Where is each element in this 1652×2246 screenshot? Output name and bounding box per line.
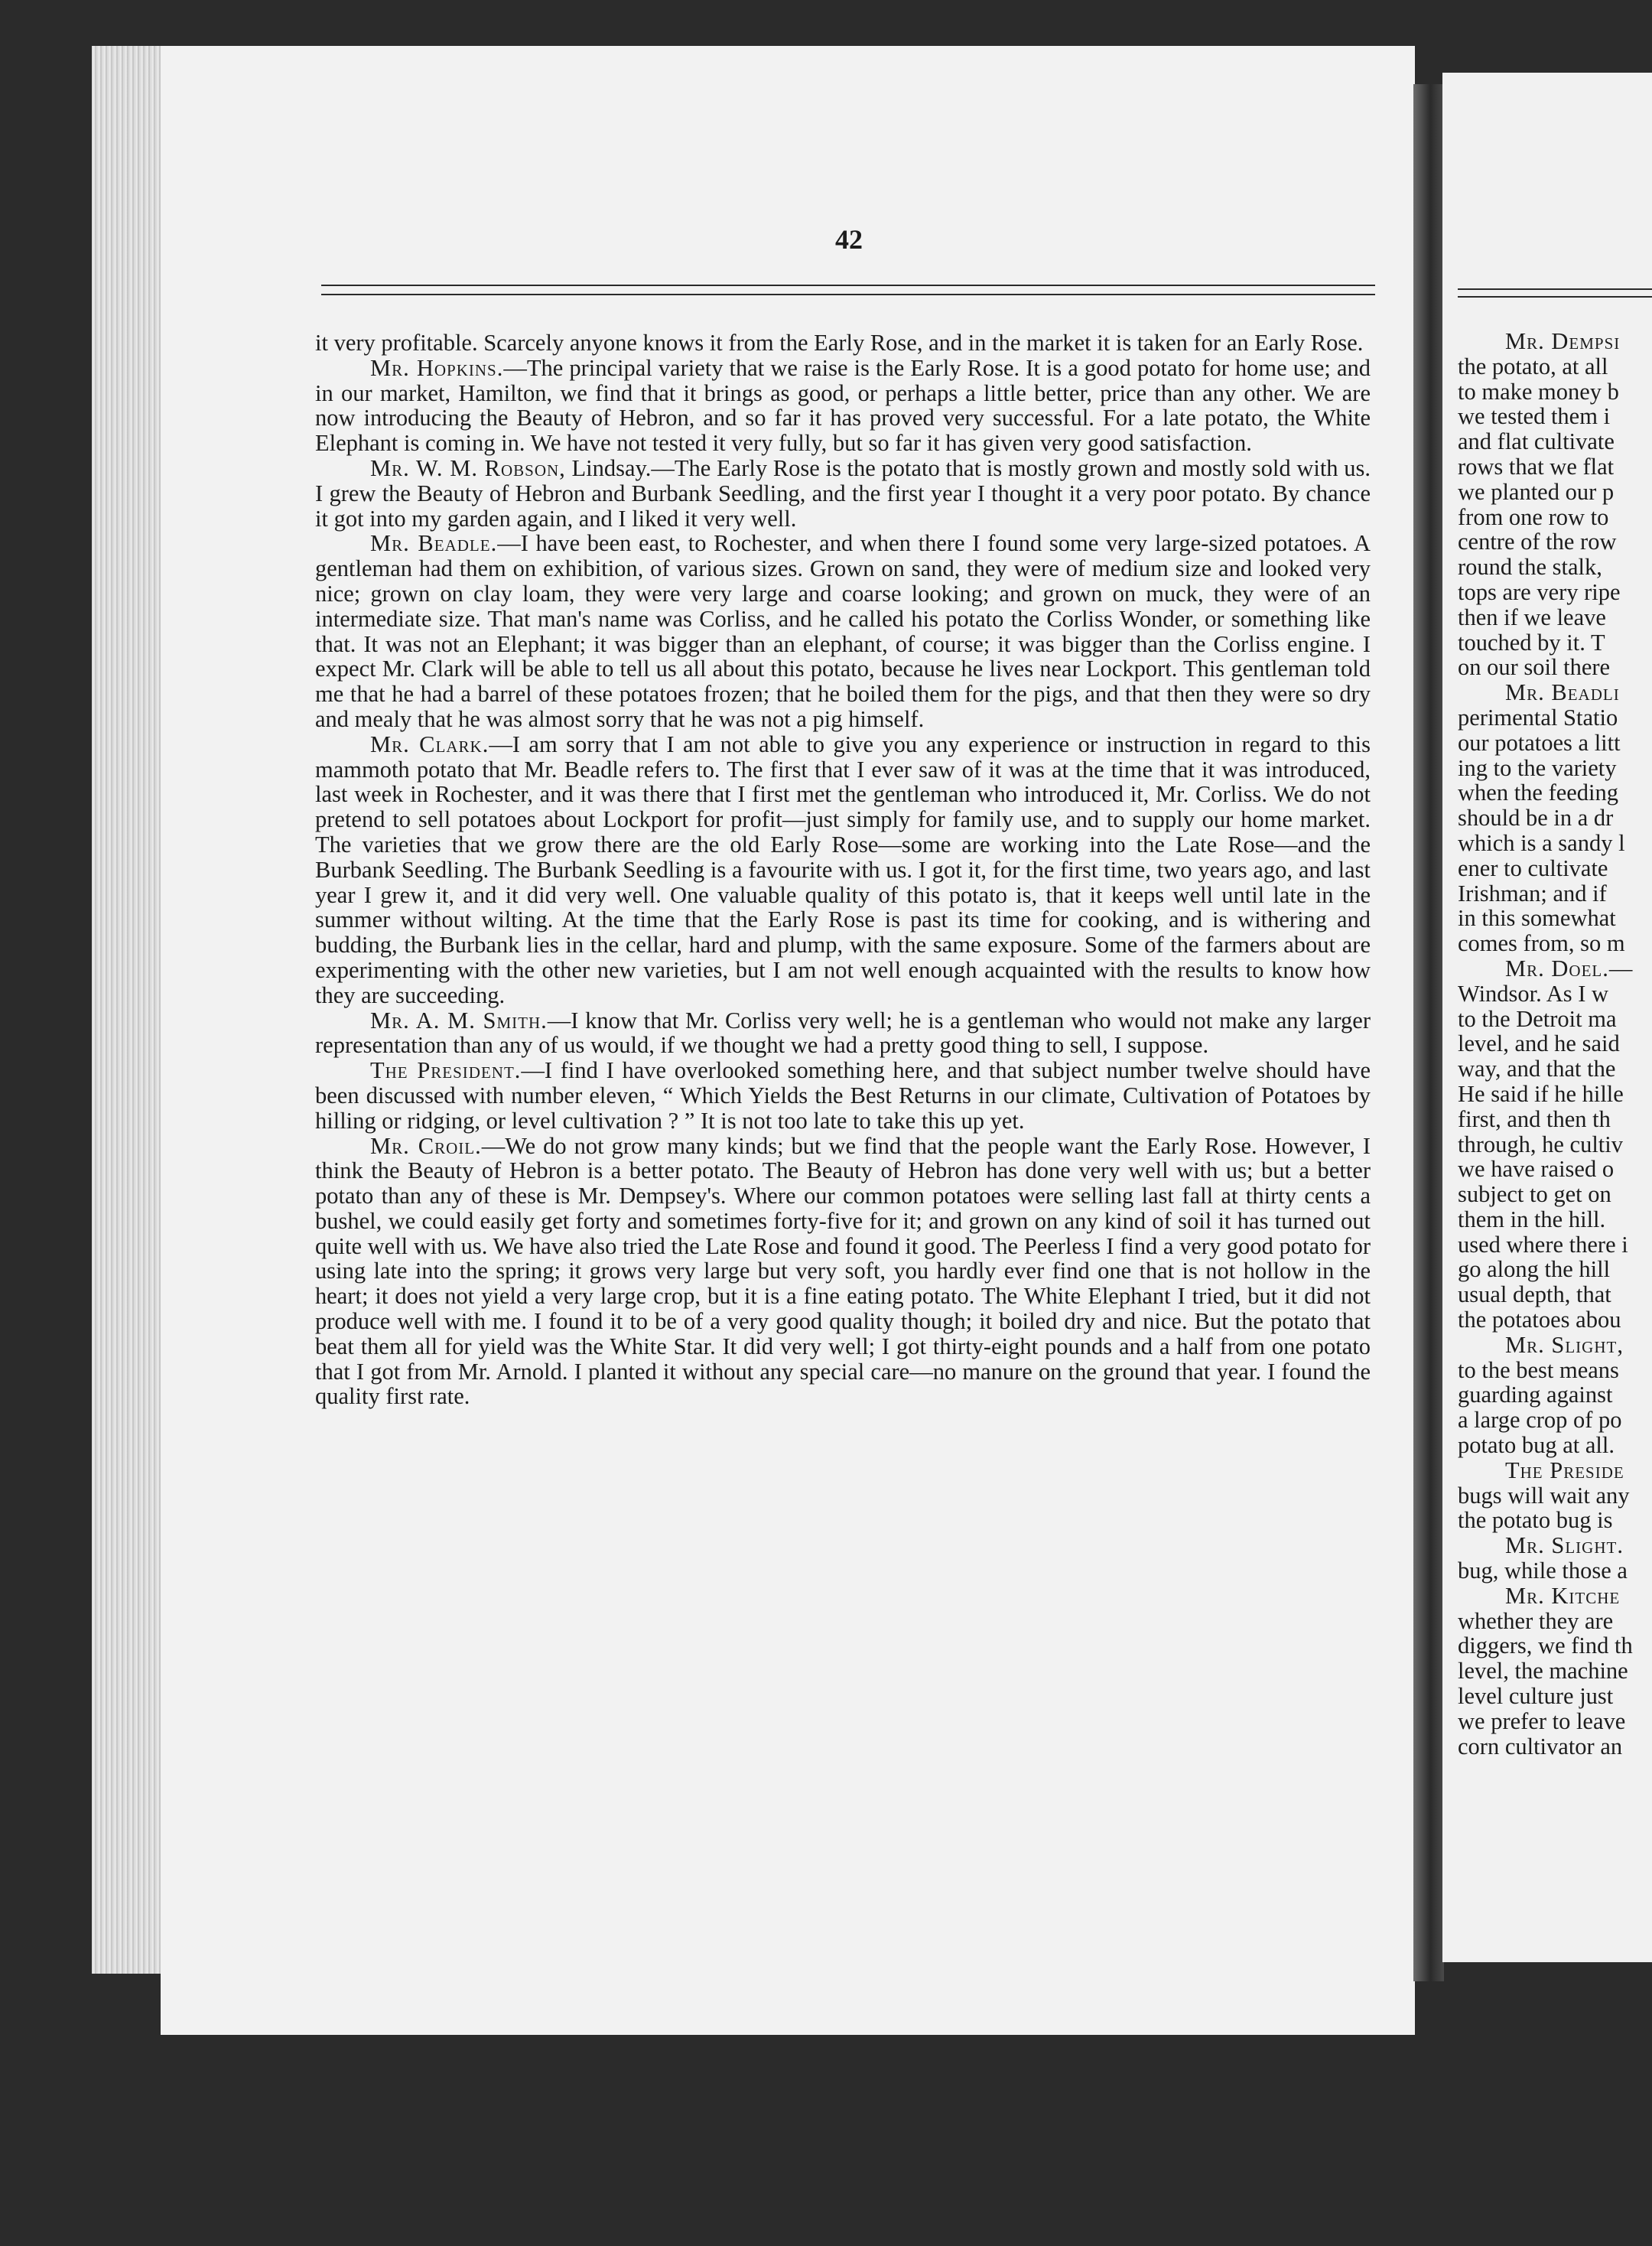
right-page-line: subject to get on: [1458, 1181, 1611, 1208]
right-page-line: corn cultivator an: [1458, 1733, 1623, 1759]
right-page-line: and flat cultivate: [1458, 428, 1615, 455]
right-page-line: to the best means: [1458, 1356, 1619, 1383]
right-page-line: tops are very ripe: [1458, 578, 1621, 605]
right-page-line: which is a sandy l: [1458, 829, 1625, 856]
right-page-line: Irishman; and if: [1458, 880, 1607, 907]
right-page-line: when the feeding: [1458, 780, 1619, 806]
right-page-line: Windsor. As I w: [1458, 980, 1609, 1007]
right-page-line: guarding against: [1458, 1382, 1613, 1408]
right-page-line: should be in a dr: [1458, 805, 1614, 832]
right-page-text: [1458, 329, 1652, 1759]
right-page-line: Mr. Slight.: [1505, 1532, 1624, 1559]
right-page-line: we have raised o: [1458, 1156, 1615, 1183]
right-header-rule: [1458, 288, 1652, 298]
page-number: 42: [835, 224, 863, 255]
right-page-line: Mr. Slight,: [1505, 1331, 1624, 1358]
right-page-line: bug, while those a: [1458, 1558, 1628, 1584]
right-page-line: perimental Statio: [1458, 704, 1618, 731]
speaker-name: Mr. Croil.: [370, 1132, 482, 1159]
right-page-line: through, he cultiv: [1458, 1131, 1624, 1157]
paragraph: The President.—I find I have overlooked something here, and that subject number twelve should have been discussed with number eleven, “ Which Yields the Best Returns in our climate, Cultivation of Potatoes by hilling or ridging, or level cultivation ? ” It is not too late to take this up yet.: [315, 1057, 1371, 1134]
right-page-line: way, and that the: [1458, 1056, 1616, 1082]
right-page-line: ing to the variety: [1458, 754, 1617, 781]
right-page-line: round the stalk,: [1458, 554, 1602, 581]
right-page-line: comes from, so m: [1458, 930, 1625, 957]
paragraph: Mr. A. M. Smith.—I know that Mr. Corliss very well; he is a gentleman who would not make any larger representation than any of us would, if we thought we had a pretty good thing to sell, I suppose.: [315, 1007, 1371, 1059]
right-page-line: centre of the row: [1458, 529, 1617, 555]
book-gutter: [1413, 84, 1444, 1981]
speaker-name: Mr. Clark.: [370, 731, 489, 757]
right-page-line: He said if he hille: [1458, 1080, 1624, 1107]
right-page-line: usual depth, that: [1458, 1281, 1611, 1308]
right-page-line: to make money b: [1458, 378, 1619, 405]
right-page-line: Mr. Dempsi: [1505, 328, 1621, 354]
speaker-name: Mr. Hopkins.: [370, 354, 504, 381]
paragraph: Mr. Clark.—I am sorry that I am not able to give you any experience or instruction in regard to this mammoth potato that Mr. Beadle refers to. The first that I ever saw of it was at the time that it was introduced, last week in Rochester, and it was there that I first met the gentleman who introduced it, Mr. Corliss. We do not pretend to sell potatoes about Lockport for profit—just simply for family use, and to supply our home market. The varieties that we grow there are the old Early Rose—some are working into the Late Rose—and the Burbank Seedling. The Burbank Seedling is a favourite with us. I got it, for the first time, two years ago, and last year I grew it, and it did very well. One valuable quality of this potato is, that it keeps well until late in the summer without wilting. At the time that the Early Rose is past its time for cooking, and is withering and budding, the Burbank lies in the cellar, hard and plump, with the same exposure. Some of the farmers about are experimenting with the other new varieties, but I am not well enough acquainted with the results to know how they are succeeding.: [315, 731, 1371, 1008]
right-page-line: a large crop of po: [1458, 1407, 1622, 1434]
speaker-name: Mr. A. M. Smith.: [370, 1007, 548, 1033]
paragraph: Mr. W. M. Robson, Lindsay.—The Early Rose is the potato that is mostly grown and mostly sold with us. I grew the Beauty of Hebron and Burbank Seedling, and the first year I thought it a very poor potato. By chance it got into my garden again, and I liked it very well.: [315, 454, 1371, 532]
right-page-line: we prefer to leave: [1458, 1707, 1626, 1734]
right-page-line: them in the hill.: [1458, 1206, 1606, 1232]
right-page-line: the potato bug is: [1458, 1507, 1613, 1534]
right-page-line: whether they are: [1458, 1607, 1614, 1634]
right-page-line: The Preside: [1505, 1457, 1624, 1483]
right-page-line: our potatoes a litt: [1458, 729, 1621, 756]
right-page-line: we planted our p: [1458, 478, 1615, 505]
right-page-line: used where there i: [1458, 1231, 1628, 1258]
paragraph: Mr. Hopkins.—The principal variety that we raise is the Early Rose. It is a good potato for home use; and in our market, Hamilton, we find that it brings as good, or perhaps a little better, price than any other. We are now introducing the Beauty of Hebron, and so far it has proved very successful. For a late potato, the White Elephant is coming in. We have not tested it very fully, but so far it has given very good satisfaction.: [315, 354, 1371, 457]
right-page-line: the potato, at all: [1458, 353, 1608, 379]
header-double-rule: [321, 285, 1375, 295]
right-page-fragment: [1442, 73, 1652, 1962]
right-page-line: in this somewhat: [1458, 905, 1616, 932]
paragraph: it very profitable. Scarcely anyone knows it from the Early Rose, and in the market it is taken for an Early Rose.: [315, 330, 1364, 356]
paragraph: Mr. Beadle.—I have been east, to Rochester, and when there I found some very large-sized potatoes. A gentleman had them on exhibition, of various sizes. Grown on sand, they were of medium size and looked very nice; grown on clay loam, they were very large and coarse looking; and grown on muck, they were of an intermediate size. That man's name was Corliss, and he called his potato the Corliss Wonder, or something like that. It was not an Elephant; it was bigger than an elephant, of course; it was bigger than the Corliss engine. I expect Mr. Clark will be able to tell us all about this potato, because he lives near Lockport. This gentleman told me that he had a barrel of these potatoes frozen; that he boiled them for the pigs, and that then they were so dry and mealy that he was almost sorry that he was not a pig himself.: [315, 530, 1371, 732]
right-page-line: go along the hill: [1458, 1256, 1611, 1283]
right-page-line: level, the machine: [1458, 1658, 1628, 1685]
right-page-line: we tested them i: [1458, 403, 1611, 430]
right-page-line: from one row to: [1458, 503, 1609, 530]
right-page-line: ener to cultivate: [1458, 854, 1608, 881]
speaker-name: Mr. Beadle.: [370, 530, 498, 557]
right-page-line: level culture just: [1458, 1683, 1614, 1710]
right-page-line: to the Detroit ma: [1458, 1005, 1617, 1032]
right-page-line: Mr. Beadli: [1505, 679, 1620, 706]
right-page-line: the potatoes abou: [1458, 1307, 1621, 1333]
right-page-line: diggers, we find th: [1458, 1632, 1633, 1659]
right-page-line: on our soil there: [1458, 654, 1611, 681]
right-page-line: rows that we flat: [1458, 453, 1615, 480]
left-page-text: [315, 330, 1371, 1409]
paragraph: Mr. Croil.—We do not grow many kinds; but we find that the people want the Early Rose. However, I think the Beauty of Hebron is a better potato. The Beauty of Hebron has done very well with us; but a better potato than any of these is Mr. Dempsey's. Where our common potatoes were selling last fall at thirty cents a bushel, we could easily get forty and sometimes forty-five for it; and grown on any kind of soil it has turned out quite well with us. We have also tried the Late Rose and found it good. The Peerless I find a very good potato for using late into the spring; it grows very large but very soft, you hardly ever find one that is not hollow in the heart; it does not yield a very large crop, but it is a fine eating potato. The White Elephant I tried, but it did not produce well with me. I found it to be of a very good quality though; it boiled dry and nice. But the potato that beat them all for yield was the White Star. It did very well; I got thirty-eight pounds and a half from one potato that I got from Mr. Arnold. I planted it without any special care—no manure on the ground that year. I found the quality first rate.: [315, 1132, 1371, 1410]
right-page-line: level, and he said: [1458, 1030, 1620, 1057]
right-page-line: touched by it. T: [1458, 629, 1605, 656]
speaker-name: Mr. W. M. Robson,: [370, 454, 566, 481]
right-page-line: Mr. Kitche: [1505, 1582, 1621, 1609]
right-page-line: potato bug at all.: [1458, 1432, 1615, 1459]
right-page-line: Mr. Doel.—: [1505, 955, 1634, 981]
right-page-line: bugs will wait any: [1458, 1482, 1630, 1509]
right-page-line: first, and then th: [1458, 1105, 1611, 1132]
right-page-line: then if we leave: [1458, 604, 1606, 630]
speaker-name: The President.: [370, 1057, 522, 1084]
